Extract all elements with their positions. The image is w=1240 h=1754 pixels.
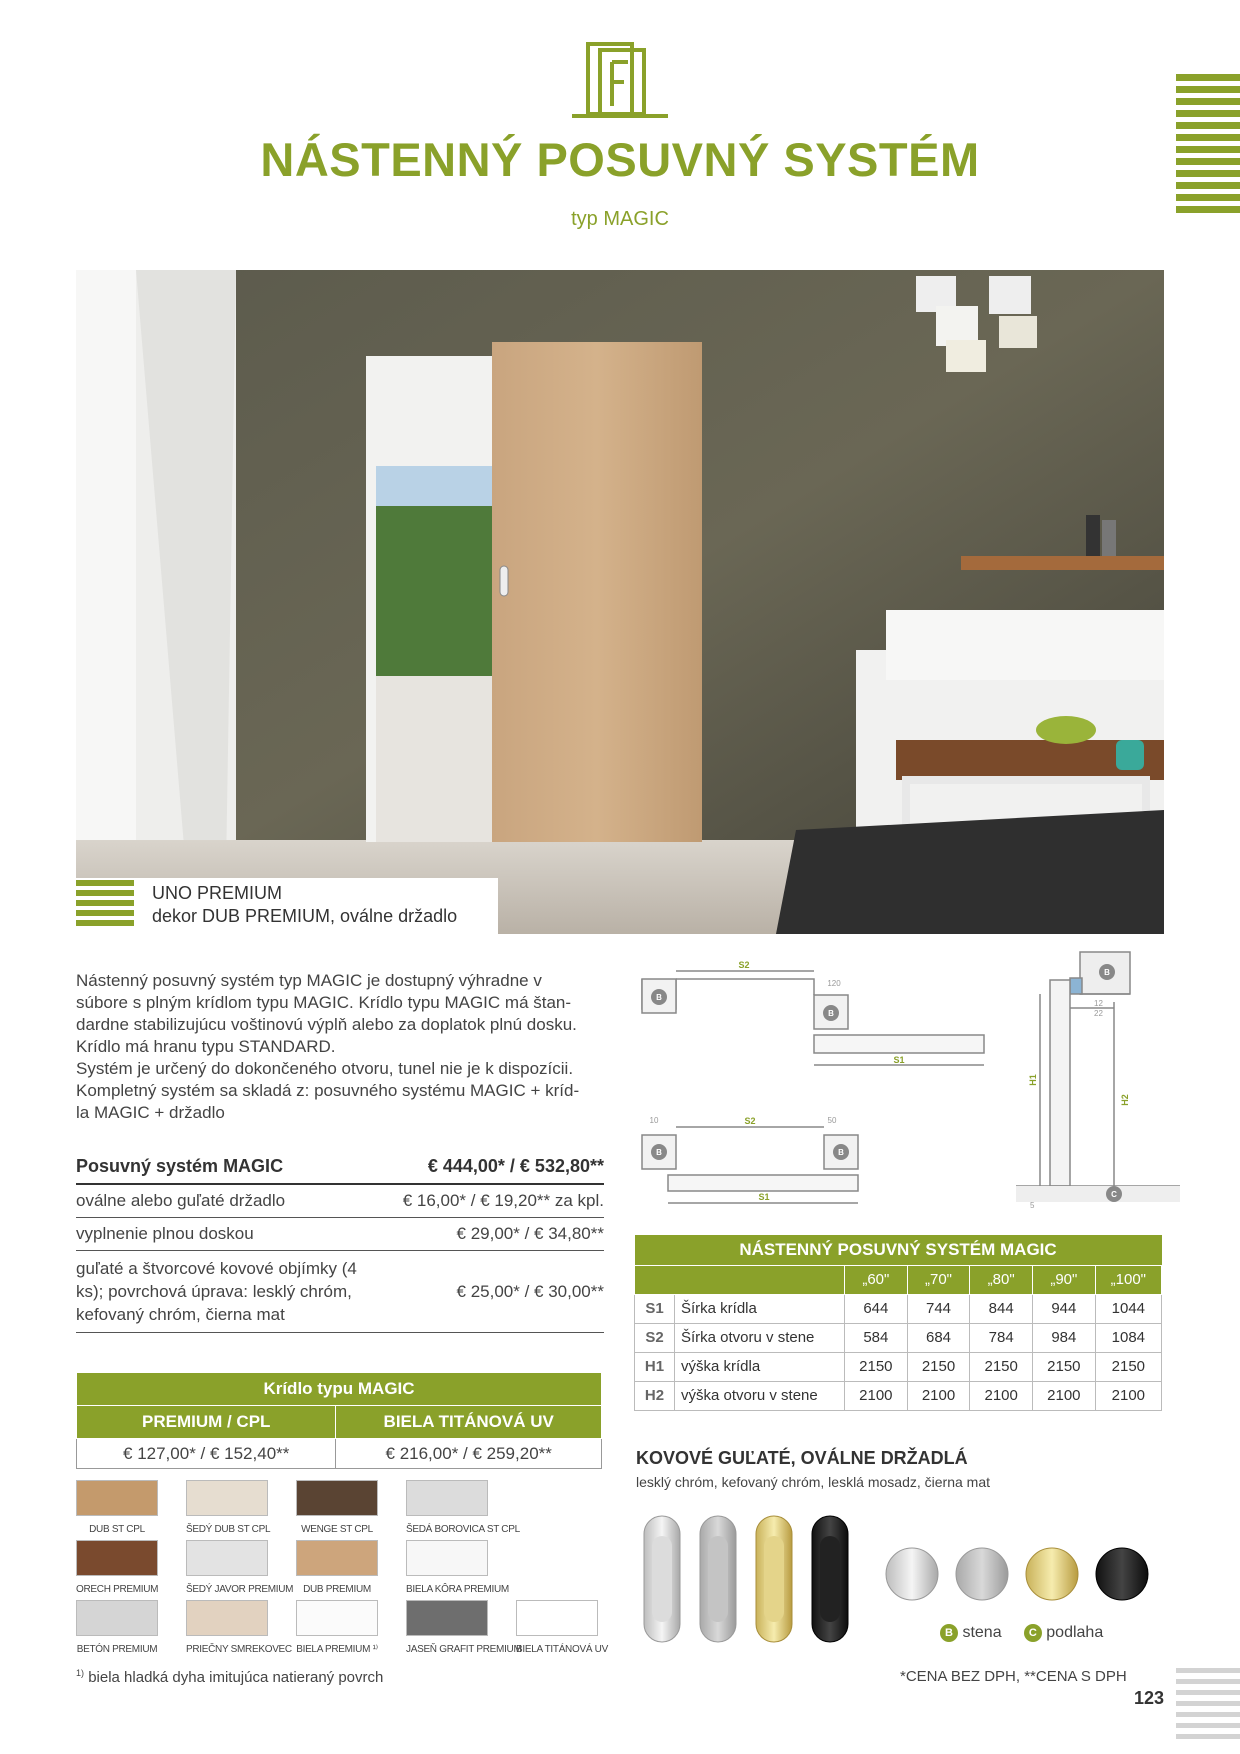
dims-cell: 984	[1033, 1323, 1096, 1352]
swatch	[76, 1600, 158, 1655]
dim-10: 10	[649, 1116, 659, 1125]
hero-photo	[76, 270, 1164, 934]
dim-s1: S1	[893, 1055, 905, 1065]
dims-corner	[635, 1265, 845, 1294]
dim-h1: H1	[1028, 1074, 1038, 1086]
swatch-chip	[76, 1600, 158, 1636]
dims-cell: 684	[907, 1323, 970, 1352]
dims-cell: 744	[907, 1294, 970, 1323]
marker-b-label: B	[1104, 968, 1110, 977]
dims-row	[635, 1381, 1162, 1410]
swatch-label: ŠEDÝ DUB ST CPL	[186, 1524, 271, 1535]
dims-row	[635, 1323, 1162, 1352]
dims-table-title: NÁSTENNÝ POSUVNÝ SYSTÉM MAGIC	[635, 1235, 1162, 1265]
swatch-label: ŠEDÝ JAVOR PREMIUM	[186, 1584, 294, 1595]
handle-recess	[764, 1536, 784, 1622]
marker-b-label: B	[838, 1148, 844, 1157]
dims-cell: 1084	[1095, 1323, 1161, 1352]
top-view-diagram	[634, 955, 994, 1215]
price-label: Posuvný systém MAGIC	[76, 1150, 386, 1184]
swatch-chip	[186, 1540, 268, 1576]
marker-b-label: B	[656, 993, 662, 1002]
door-logo-icon	[570, 40, 670, 120]
swatch-label: ORECH PREMIUM	[76, 1584, 159, 1595]
decorative-stripes-bottom	[1176, 1668, 1240, 1754]
swatch-label: ŠEDÁ BOROVICA ST CPL	[406, 1524, 520, 1535]
swatch	[516, 1600, 608, 1655]
dims-key: S1	[635, 1294, 675, 1323]
round-handle-brass-icon	[1026, 1548, 1078, 1600]
product-description	[76, 970, 606, 1124]
price-value: € 25,00* / € 30,00**	[386, 1251, 604, 1333]
description-line: la MAGIC + držadlo	[76, 1103, 225, 1122]
dims-col-header: „70"	[907, 1265, 970, 1294]
dims-col-header: „100"	[1095, 1265, 1161, 1294]
side-view-diagram	[1010, 950, 1180, 1215]
price-row	[76, 1184, 604, 1218]
diagram-legend	[940, 1624, 1103, 1642]
legend-badge-c: C	[1024, 1624, 1042, 1642]
swatch-label: BIELA TITÁNOVÁ UV	[516, 1644, 608, 1655]
description-line: Nástenný posuvný systém typ MAGIC je dostupný výhradne v	[76, 971, 542, 990]
caption-line-2: dekor DUB PREMIUM, oválne držadlo	[152, 906, 458, 926]
dims-cell: 2100	[1033, 1381, 1096, 1410]
dim-h2: H2	[1120, 1094, 1130, 1106]
swatch	[406, 1540, 509, 1595]
swatch-chip	[406, 1480, 488, 1516]
footnote	[76, 1668, 383, 1686]
dims-label: výška otvoru v stene	[675, 1381, 845, 1410]
dim-120: 120	[827, 979, 841, 988]
dims-key: H2	[635, 1381, 675, 1410]
price-value: € 16,00* / € 19,20** za kpl.	[386, 1184, 604, 1218]
handle-recess	[820, 1536, 840, 1622]
dim-12: 12	[1094, 999, 1103, 1008]
page-subtitle: typ MAGIC	[571, 208, 669, 230]
round-handles	[886, 1548, 1148, 1600]
dimensions-table	[634, 1235, 1162, 1411]
swatch-label: DUB ST CPL	[89, 1524, 145, 1535]
marker-b-label: B	[656, 1148, 662, 1157]
swatch	[296, 1480, 378, 1535]
dims-key: S2	[635, 1323, 675, 1352]
dim-s2: S2	[738, 960, 750, 970]
dim-50: 50	[827, 1116, 837, 1125]
price-label: vyplnenie plnou doskou	[76, 1218, 386, 1251]
dims-cell: 644	[845, 1294, 908, 1323]
round-handle-brushed-icon	[956, 1548, 1008, 1600]
price-row	[76, 1150, 604, 1184]
price-note: *CENA BEZ DPH, **CENA S DPH	[900, 1668, 1127, 1685]
dim-5: 5	[1030, 1201, 1035, 1210]
description-line: Kompletný systém sa skladá z: posuvného systému MAGIC + kríd-	[76, 1081, 580, 1100]
legend-badge-b: B	[940, 1624, 958, 1642]
swatch-chip	[296, 1600, 378, 1636]
legend-b-label: stena	[962, 1624, 1002, 1642]
footnote-text: biela hladká dyha imitujúca natieraný povrch	[88, 1669, 384, 1686]
dims-cell: 2150	[1095, 1352, 1161, 1381]
swatch	[406, 1600, 522, 1655]
wing-price-titan: € 216,00* / € 259,20**	[336, 1439, 602, 1469]
dims-cell: 2100	[1095, 1381, 1161, 1410]
marker-c-label: C	[1111, 1190, 1117, 1199]
swatch-label: PRIEČNY SMREKOVEC	[186, 1644, 292, 1655]
swatch	[406, 1480, 520, 1535]
round-handle-chrome-icon	[886, 1548, 938, 1600]
round-handle-black-icon	[1096, 1548, 1148, 1600]
dims-col-header: „60"	[845, 1265, 908, 1294]
wing-col-premium: PREMIUM / CPL	[77, 1406, 336, 1439]
swatch-chip	[186, 1480, 268, 1516]
swatch	[186, 1540, 294, 1595]
handles-subtitle: lesklý chróm, kefovaný chróm, lesklá mosadz, čierna mat	[636, 1474, 991, 1490]
dim-s2: S2	[744, 1116, 756, 1126]
dims-cell: 584	[845, 1323, 908, 1352]
swatch-label: BETÓN PREMIUM	[76, 1644, 158, 1655]
dims-row	[635, 1352, 1162, 1381]
dims-cell: 2150	[970, 1352, 1033, 1381]
price-value: € 444,00* / € 532,80**	[386, 1150, 604, 1184]
dims-cell: 844	[970, 1294, 1033, 1323]
dims-col-header: „80"	[970, 1265, 1033, 1294]
dim-s1: S1	[758, 1192, 770, 1202]
swatch-label: BIELA KÔRA PREMIUM	[406, 1584, 509, 1595]
dims-label: Šírka krídla	[675, 1294, 845, 1323]
dims-label: Šírka otvoru v stene	[675, 1323, 845, 1352]
swatch-chip	[76, 1480, 158, 1516]
dims-cell: 2100	[845, 1381, 908, 1410]
dims-cell: 2100	[970, 1381, 1033, 1410]
swatch	[186, 1600, 292, 1655]
description-line: dardne stabilizujúcu voštinovú výplň alebo za doplatok plnú dosku.	[76, 1015, 577, 1034]
handle-recess	[708, 1536, 728, 1622]
price-label: oválne alebo guľaté držadlo	[76, 1184, 386, 1218]
swatch-chip	[516, 1600, 598, 1636]
dims-cell: 1044	[1095, 1294, 1161, 1323]
dim-22: 22	[1094, 1009, 1103, 1018]
dims-cell: 944	[1033, 1294, 1096, 1323]
caption-stripes	[76, 880, 134, 932]
dims-label: výška krídla	[675, 1352, 845, 1381]
hero-caption	[152, 882, 457, 928]
dims-col-header: „90"	[1033, 1265, 1096, 1294]
dims-cell: 2150	[907, 1352, 970, 1381]
marker-b-label: B	[828, 1009, 834, 1018]
handles-title: KOVOVÉ GUĽATÉ, OVÁLNE DRŽADLÁ	[636, 1448, 968, 1468]
swatch	[186, 1480, 271, 1535]
description-line: Krídlo má hranu typu STANDARD.	[76, 1037, 336, 1056]
swatch-label: JASEŇ GRAFIT PREMIUM	[406, 1644, 522, 1655]
footnote-mark: 1)	[76, 1668, 85, 1678]
caption-line-1: UNO PREMIUM	[152, 883, 282, 903]
swatch-chip	[76, 1540, 158, 1576]
dims-cell: 784	[970, 1323, 1033, 1352]
price-label: guľaté a štvorcové kovové objímky (4 ks); povrchová úprava: lesklý chróm, kefovaný chróm, čierna mat	[76, 1251, 386, 1333]
dims-cell: 2100	[907, 1381, 970, 1410]
legend-c-label: podlaha	[1046, 1624, 1104, 1642]
page-number: 123	[1134, 1688, 1165, 1708]
dims-row	[635, 1294, 1162, 1323]
swatch	[76, 1540, 158, 1595]
wing-table-title: Krídlo typu MAGIC	[77, 1373, 602, 1406]
swatch	[296, 1600, 378, 1655]
swatch-chip	[406, 1540, 488, 1576]
dims-cell: 2150	[1033, 1352, 1096, 1381]
swatch-chip	[296, 1480, 378, 1516]
dims-key: H1	[635, 1352, 675, 1381]
swatch-chip	[296, 1540, 378, 1576]
swatch-chip	[406, 1600, 488, 1636]
swatch-label: WENGE ST CPL	[301, 1524, 373, 1535]
dims-cell: 2150	[845, 1352, 908, 1381]
swatch-chip	[186, 1600, 268, 1636]
wing-col-titan: BIELA TITÁNOVÁ UV	[336, 1406, 602, 1439]
description-line: súbore s plným krídlom typu MAGIC. Krídlo typu MAGIC má štan-	[76, 993, 572, 1012]
swatch	[296, 1540, 378, 1595]
handle-recess	[652, 1536, 672, 1622]
swatch-label: DUB PREMIUM	[303, 1584, 371, 1595]
swatch	[76, 1480, 158, 1535]
price-list	[76, 1150, 604, 1333]
wing-price-premium: € 127,00* / € 152,40**	[77, 1439, 336, 1469]
oval-handles	[644, 1516, 848, 1642]
swatch-label: BIELA PREMIUM ¹⁾	[296, 1644, 378, 1655]
price-value: € 29,00* / € 34,80**	[386, 1218, 604, 1251]
price-row	[76, 1218, 604, 1251]
price-row	[76, 1251, 604, 1333]
description-line: Systém je určený do dokončeného otvoru, tunel nie je k dispozícii.	[76, 1059, 574, 1078]
page-title: NÁSTENNÝ POSUVNÝ SYSTÉM	[260, 133, 980, 186]
wing-price-table	[76, 1372, 602, 1469]
